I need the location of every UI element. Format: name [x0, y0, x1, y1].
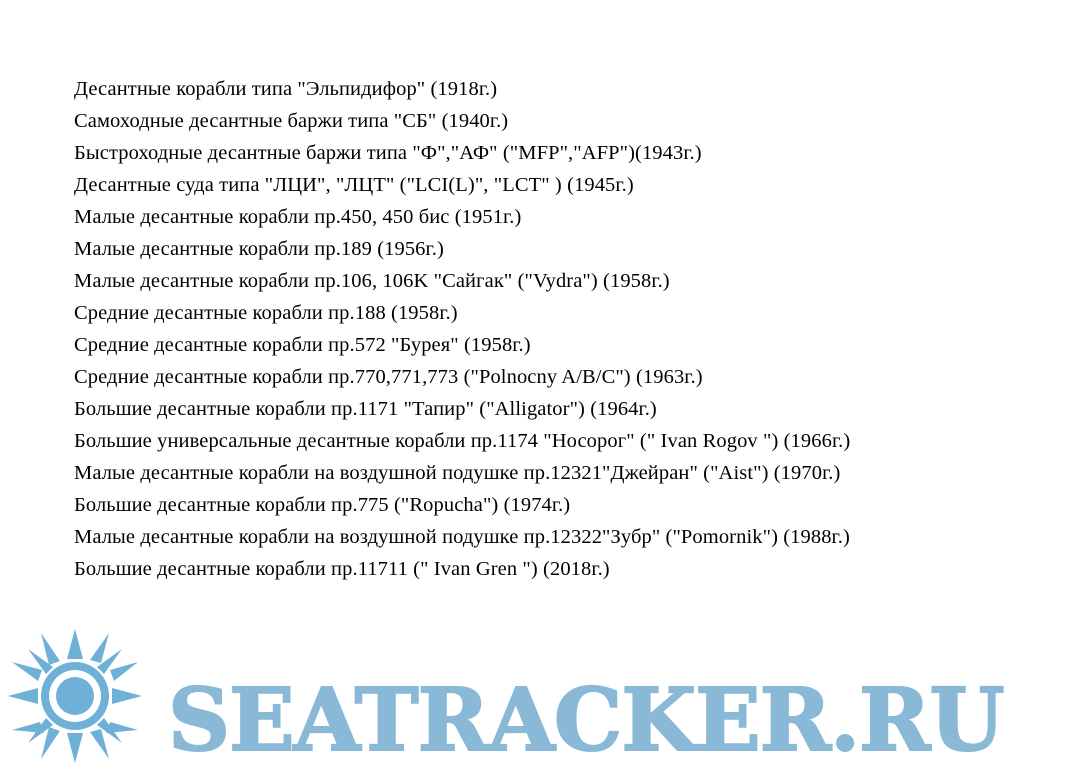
list-item: Малые десантные корабли на воздушной подушке пр.12322"Зубр" ("Pomornik") (1988г.) — [74, 526, 850, 548]
list-item: Большие десантные корабли пр.11711 (" Ivan Gren ") (2018г.) — [74, 558, 610, 580]
list-item: Средние десантные корабли пр.188 (1958г.) — [74, 302, 458, 324]
list-item: Десантные корабли типа "Эльпидифор" (1918г.) — [74, 78, 498, 100]
list-item: Средние десантные корабли пр.572 "Бурея" (1958г.) — [74, 334, 531, 356]
list-item: Большие десантные корабли пр.1171 "Тапир" ("Alligator") (1964г.) — [74, 398, 657, 420]
list-item: Десантные суда типа "ЛЦИ", "ЛЦТ" ("LCI(L)", "LCT" ) (1945г.) — [74, 174, 634, 196]
list-item: Самоходные десантные баржи типа "СБ" (1940г.) — [74, 110, 509, 132]
ship-class-list — [74, 74, 994, 586]
list-item: Малые десантные корабли пр.450, 450 бис (1951г.) — [74, 206, 522, 228]
list-item: Малые десантные корабли на воздушной подушке пр.12321"Джейран" ("Aist") (1970г.) — [74, 462, 841, 484]
sun-burst-icon — [8, 629, 142, 763]
list-item: Быстроходные десантные баржи типа "Ф","АФ" ("MFP","AFP")(1943г.) — [74, 142, 702, 164]
list-item: Малые десантные корабли пр.106, 106K "Сайгак" ("Vydra") (1958г.) — [74, 270, 670, 292]
list-item: Большие универсальные десантные корабли пр.1174 "Носорог" (" Ivan Rogov ") (1966г.) — [74, 430, 851, 452]
watermark — [0, 613, 1080, 773]
list-item: Большие десантные корабли пр.775 ("Ropucha") (1974г.) — [74, 494, 571, 516]
watermark-text: SEATRACKER.RU — [168, 670, 1004, 771]
list-item: Малые десантные корабли пр.189 (1956г.) — [74, 238, 444, 260]
list-item: Средние десантные корабли пр.770,771,773 ("Polnocny A/B/C") (1963г.) — [74, 366, 703, 388]
